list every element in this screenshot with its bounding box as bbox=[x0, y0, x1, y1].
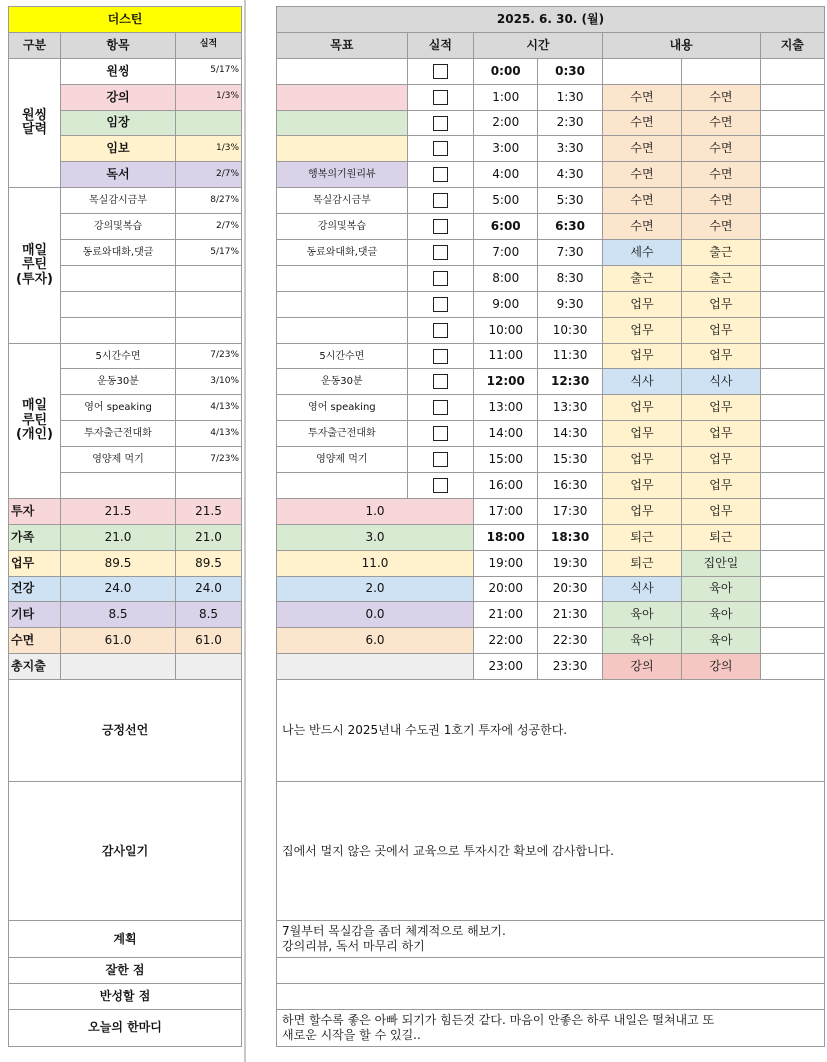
time-start: 9:00 bbox=[474, 291, 538, 317]
summary-label: 가족 bbox=[9, 524, 61, 550]
expense-cell[interactable] bbox=[760, 136, 824, 162]
checkbox[interactable] bbox=[433, 400, 448, 415]
item-name bbox=[61, 265, 176, 291]
activity-cell: 육아 bbox=[682, 576, 760, 602]
check-cell[interactable] bbox=[407, 188, 473, 214]
goal-cell: 동료와대화,댓글 bbox=[277, 240, 408, 266]
plan-text[interactable] bbox=[277, 921, 825, 958]
plan-line-2: 강의리뷰, 독서 마무리 하기 bbox=[282, 939, 425, 954]
item-name: 강의 bbox=[61, 84, 176, 110]
affirmation-label: 긍정선언 bbox=[9, 680, 242, 782]
plan-line-1: 7월부터 목실감을 좀더 체계적으로 해보기. bbox=[282, 924, 506, 939]
activity-cell: 식사 bbox=[602, 369, 681, 395]
sheet-title: 더스틴 bbox=[9, 7, 242, 33]
summary-value-total: 61.0 bbox=[176, 628, 242, 654]
time-start: 10:00 bbox=[474, 317, 538, 343]
category-hours: 11.0 bbox=[277, 550, 474, 576]
activity-cell: 수면 bbox=[682, 188, 760, 214]
item-name: 임장 bbox=[61, 110, 176, 136]
goal-cell bbox=[277, 291, 408, 317]
expense-cell[interactable] bbox=[760, 576, 824, 602]
check-cell[interactable] bbox=[407, 369, 473, 395]
item-result: 5/17% bbox=[176, 58, 242, 84]
activity-cell: 세수 bbox=[602, 240, 681, 266]
activity-cell: 업무 bbox=[682, 395, 760, 421]
goal-cell: 행복의기원리뷰 bbox=[277, 162, 408, 188]
goal-cell: 투자출근전대화 bbox=[277, 421, 408, 447]
time-start: 19:00 bbox=[474, 550, 538, 576]
item-name: 원씽 bbox=[61, 58, 176, 84]
item-name: 5시간수면 bbox=[61, 343, 176, 369]
activity-cell: 육아 bbox=[602, 602, 681, 628]
schedule-table bbox=[276, 6, 825, 1047]
check-cell[interactable] bbox=[407, 265, 473, 291]
activity-cell: 식사 bbox=[682, 369, 760, 395]
time-half: 16:30 bbox=[538, 473, 602, 499]
today-word-line-2: 새로운 시작을 할 수 있길.. bbox=[282, 1027, 421, 1042]
expense-cell[interactable] bbox=[760, 291, 824, 317]
activity-cell: 업무 bbox=[602, 421, 681, 447]
time-start: 0:00 bbox=[474, 58, 538, 84]
activity-cell: 육아 bbox=[602, 628, 681, 654]
activity-cell: 수면 bbox=[602, 188, 681, 214]
expense-cell[interactable] bbox=[760, 265, 824, 291]
item-result: 3/10% bbox=[176, 369, 242, 395]
activity-cell: 업무 bbox=[682, 421, 760, 447]
activity-cell: 수면 bbox=[682, 162, 760, 188]
expense-cell[interactable] bbox=[760, 447, 824, 473]
summary-value-total: 8.5 bbox=[176, 602, 242, 628]
header-result: 실적 bbox=[176, 32, 242, 58]
time-half: 18:30 bbox=[538, 524, 602, 550]
check-cell[interactable] bbox=[407, 473, 473, 499]
checkbox[interactable] bbox=[433, 141, 448, 156]
group-label: 원씽 달력 bbox=[9, 58, 61, 187]
summary-value-total: 21.5 bbox=[176, 498, 242, 524]
time-start: 5:00 bbox=[474, 188, 538, 214]
group-label: 매일 루틴 (개인) bbox=[9, 343, 61, 498]
time-start: 20:00 bbox=[474, 576, 538, 602]
item-name: 목실감시금부 bbox=[61, 188, 176, 214]
time-start: 23:00 bbox=[474, 654, 538, 680]
check-cell[interactable] bbox=[407, 214, 473, 240]
time-start: 13:00 bbox=[474, 395, 538, 421]
expense-cell[interactable] bbox=[760, 654, 824, 680]
expense-cell[interactable] bbox=[760, 628, 824, 654]
time-start: 14:00 bbox=[474, 421, 538, 447]
item-result: 1/3% bbox=[176, 84, 242, 110]
activity-cell: 수면 bbox=[682, 110, 760, 136]
date-header: 2025. 6. 30. (월) bbox=[277, 7, 825, 33]
item-result bbox=[176, 317, 242, 343]
activity-cell: 수면 bbox=[682, 136, 760, 162]
activity-cell: 수면 bbox=[682, 214, 760, 240]
activity-cell: 수면 bbox=[602, 136, 681, 162]
activity-cell bbox=[602, 58, 681, 84]
time-half: 19:30 bbox=[538, 550, 602, 576]
expense-cell[interactable] bbox=[760, 524, 824, 550]
check-cell[interactable] bbox=[407, 291, 473, 317]
summary-value: 21.0 bbox=[61, 524, 176, 550]
time-half: 5:30 bbox=[538, 188, 602, 214]
time-start: 6:00 bbox=[474, 214, 538, 240]
time-half: 11:30 bbox=[538, 343, 602, 369]
expense-cell[interactable] bbox=[760, 84, 824, 110]
group-label: 매일 루틴 (투자) bbox=[9, 188, 61, 343]
item-result bbox=[176, 110, 242, 136]
time-half: 9:30 bbox=[538, 291, 602, 317]
summary-value: 8.5 bbox=[61, 602, 176, 628]
today-word-text[interactable] bbox=[277, 1009, 825, 1046]
time-start: 2:00 bbox=[474, 110, 538, 136]
item-name: 강의및복습 bbox=[61, 214, 176, 240]
expense-cell[interactable] bbox=[760, 317, 824, 343]
category-hours: 6.0 bbox=[277, 628, 474, 654]
item-result: 2/7% bbox=[176, 162, 242, 188]
header-category: 구분 bbox=[9, 32, 61, 58]
activity-cell: 퇴근 bbox=[682, 524, 760, 550]
activity-cell: 업무 bbox=[682, 291, 760, 317]
time-half: 12:30 bbox=[538, 369, 602, 395]
column-divider bbox=[244, 0, 246, 1062]
time-half: 13:30 bbox=[538, 395, 602, 421]
activity-cell: 퇴근 bbox=[602, 550, 681, 576]
check-cell[interactable] bbox=[407, 395, 473, 421]
activity-cell: 육아 bbox=[682, 602, 760, 628]
checkbox[interactable] bbox=[433, 478, 448, 493]
time-half: 14:30 bbox=[538, 421, 602, 447]
goal-cell: 5시간수면 bbox=[277, 343, 408, 369]
expense-cell[interactable] bbox=[760, 58, 824, 84]
category-hours: 2.0 bbox=[277, 576, 474, 602]
well-done-text[interactable] bbox=[277, 958, 825, 984]
item-result: 7/23% bbox=[176, 447, 242, 473]
summary-label: 총지출 bbox=[9, 654, 61, 680]
item-result bbox=[176, 473, 242, 499]
checkbox[interactable] bbox=[433, 245, 448, 260]
goal-cell: 영어 speaking bbox=[277, 395, 408, 421]
gratitude-text[interactable] bbox=[277, 782, 825, 921]
checkbox[interactable] bbox=[433, 219, 448, 234]
summary-table bbox=[8, 6, 242, 1047]
time-half: 0:30 bbox=[538, 58, 602, 84]
item-result: 2/7% bbox=[176, 214, 242, 240]
time-start: 1:00 bbox=[474, 84, 538, 110]
header-time: 시간 bbox=[474, 32, 603, 58]
checkbox[interactable] bbox=[433, 116, 448, 131]
time-start: 11:00 bbox=[474, 343, 538, 369]
gratitude-label: 감사일기 bbox=[9, 782, 242, 921]
item-result: 8/27% bbox=[176, 188, 242, 214]
activity-cell: 업무 bbox=[602, 395, 681, 421]
affirmation-value: 나는 반드시 2025년내 수도권 1호기 투자에 성공한다. bbox=[282, 723, 568, 738]
checkbox[interactable] bbox=[433, 167, 448, 182]
expense-cell[interactable] bbox=[760, 395, 824, 421]
time-half: 21:30 bbox=[538, 602, 602, 628]
time-half: 10:30 bbox=[538, 317, 602, 343]
time-start: 16:00 bbox=[474, 473, 538, 499]
summary-value-total: 24.0 bbox=[176, 576, 242, 602]
activity-cell: 퇴근 bbox=[602, 524, 681, 550]
activity-cell: 강의 bbox=[602, 654, 681, 680]
check-cell[interactable] bbox=[407, 343, 473, 369]
today-word-label: 오늘의 한마디 bbox=[9, 1009, 242, 1046]
header-check: 실적 bbox=[407, 32, 473, 58]
activity-cell: 업무 bbox=[682, 317, 760, 343]
activity-cell: 업무 bbox=[602, 317, 681, 343]
summary-value bbox=[61, 654, 176, 680]
item-name: 동료와대화,댓글 bbox=[61, 240, 176, 266]
item-result: 4/13% bbox=[176, 421, 242, 447]
expense-cell[interactable] bbox=[760, 473, 824, 499]
summary-value: 61.0 bbox=[61, 628, 176, 654]
summary-label: 기타 bbox=[9, 602, 61, 628]
time-start: 17:00 bbox=[474, 498, 538, 524]
checkbox[interactable] bbox=[433, 349, 448, 364]
activity-cell bbox=[682, 58, 760, 84]
time-half: 20:30 bbox=[538, 576, 602, 602]
summary-value-total: 21.0 bbox=[176, 524, 242, 550]
checkbox[interactable] bbox=[433, 193, 448, 208]
summary-label: 업무 bbox=[9, 550, 61, 576]
time-half: 22:30 bbox=[538, 628, 602, 654]
item-result: 4/13% bbox=[176, 395, 242, 421]
activity-cell: 업무 bbox=[602, 473, 681, 499]
item-result bbox=[176, 291, 242, 317]
time-start: 7:00 bbox=[474, 240, 538, 266]
goal-cell bbox=[277, 84, 408, 110]
checkbox[interactable] bbox=[433, 374, 448, 389]
expense-cell[interactable] bbox=[760, 550, 824, 576]
time-half: 6:30 bbox=[538, 214, 602, 240]
activity-cell: 식사 bbox=[602, 576, 681, 602]
item-name bbox=[61, 473, 176, 499]
expense-cell[interactable] bbox=[760, 343, 824, 369]
time-start: 8:00 bbox=[474, 265, 538, 291]
checkbox[interactable] bbox=[433, 271, 448, 286]
check-cell[interactable] bbox=[407, 421, 473, 447]
item-name: 독서 bbox=[61, 162, 176, 188]
goal-cell: 영양제 먹기 bbox=[277, 447, 408, 473]
time-half: 17:30 bbox=[538, 498, 602, 524]
expense-cell[interactable] bbox=[760, 421, 824, 447]
summary-value: 89.5 bbox=[61, 550, 176, 576]
check-cell[interactable] bbox=[407, 317, 473, 343]
item-name: 임보 bbox=[61, 136, 176, 162]
goal-cell: 목실감시금부 bbox=[277, 188, 408, 214]
gratitude-value: 집에서 멀지 않은 곳에서 교육으로 투자시간 확보에 감사합니다. bbox=[282, 843, 614, 858]
time-start: 4:00 bbox=[474, 162, 538, 188]
time-start: 18:00 bbox=[474, 524, 538, 550]
summary-label: 수면 bbox=[9, 628, 61, 654]
activity-cell: 업무 bbox=[682, 498, 760, 524]
activity-cell: 출근 bbox=[682, 265, 760, 291]
item-name: 투자출근전대화 bbox=[61, 421, 176, 447]
goal-cell bbox=[277, 317, 408, 343]
goal-cell bbox=[277, 136, 408, 162]
activity-cell: 업무 bbox=[682, 447, 760, 473]
item-result: 5/17% bbox=[176, 240, 242, 266]
time-half: 1:30 bbox=[538, 84, 602, 110]
item-result: 7/23% bbox=[176, 343, 242, 369]
header-expense: 지출 bbox=[760, 32, 824, 58]
activity-cell: 업무 bbox=[682, 343, 760, 369]
expense-cell[interactable] bbox=[760, 498, 824, 524]
time-start: 21:00 bbox=[474, 602, 538, 628]
header-goal: 목표 bbox=[277, 32, 408, 58]
expense-cell[interactable] bbox=[760, 240, 824, 266]
activity-cell: 수면 bbox=[602, 214, 681, 240]
header-content: 내용 bbox=[602, 32, 760, 58]
affirmation-text[interactable] bbox=[277, 680, 825, 782]
category-hours bbox=[277, 654, 474, 680]
time-half: 23:30 bbox=[538, 654, 602, 680]
check-cell[interactable] bbox=[407, 58, 473, 84]
goal-cell bbox=[277, 265, 408, 291]
expense-cell[interactable] bbox=[760, 369, 824, 395]
goal-cell bbox=[277, 110, 408, 136]
item-result: 1/3% bbox=[176, 136, 242, 162]
time-half: 15:30 bbox=[538, 447, 602, 473]
time-start: 15:00 bbox=[474, 447, 538, 473]
check-cell[interactable] bbox=[407, 110, 473, 136]
time-half: 8:30 bbox=[538, 265, 602, 291]
goal-cell: 운동30분 bbox=[277, 369, 408, 395]
activity-cell: 업무 bbox=[602, 498, 681, 524]
summary-label: 건강 bbox=[9, 576, 61, 602]
expense-cell[interactable] bbox=[760, 110, 824, 136]
expense-cell[interactable] bbox=[760, 162, 824, 188]
time-half: 4:30 bbox=[538, 162, 602, 188]
category-hours: 3.0 bbox=[277, 524, 474, 550]
reflect-text[interactable] bbox=[277, 984, 825, 1010]
activity-cell: 집안일 bbox=[682, 550, 760, 576]
time-half: 3:30 bbox=[538, 136, 602, 162]
item-name bbox=[61, 317, 176, 343]
activity-cell: 업무 bbox=[602, 447, 681, 473]
time-start: 12:00 bbox=[474, 369, 538, 395]
checkbox[interactable] bbox=[433, 297, 448, 312]
check-cell[interactable] bbox=[407, 84, 473, 110]
activity-cell: 수면 bbox=[602, 162, 681, 188]
time-half: 7:30 bbox=[538, 240, 602, 266]
time-start: 3:00 bbox=[474, 136, 538, 162]
summary-value-total: 89.5 bbox=[176, 550, 242, 576]
activity-cell: 출근 bbox=[602, 265, 681, 291]
item-name: 영양제 먹기 bbox=[61, 447, 176, 473]
category-hours: 0.0 bbox=[277, 602, 474, 628]
expense-cell[interactable] bbox=[760, 214, 824, 240]
check-cell[interactable] bbox=[407, 447, 473, 473]
checkbox[interactable] bbox=[433, 323, 448, 338]
expense-cell[interactable] bbox=[760, 188, 824, 214]
check-cell[interactable] bbox=[407, 136, 473, 162]
time-start: 22:00 bbox=[474, 628, 538, 654]
summary-value-total bbox=[176, 654, 242, 680]
plan-label: 계획 bbox=[9, 921, 242, 958]
activity-cell: 강의 bbox=[682, 654, 760, 680]
well-done-label: 잘한 점 bbox=[9, 958, 242, 984]
goal-cell bbox=[277, 58, 408, 84]
goal-cell: 강의및복습 bbox=[277, 214, 408, 240]
item-name: 운동30분 bbox=[61, 369, 176, 395]
item-result bbox=[176, 265, 242, 291]
item-name bbox=[61, 291, 176, 317]
today-word-line-1: 하면 할수록 좋은 아빠 되기가 힘든것 같다. 마음이 안좋은 하루 내일은 떨쳐내고 또 bbox=[282, 1012, 715, 1027]
reflect-label: 반성할 점 bbox=[9, 984, 242, 1010]
activity-cell: 업무 bbox=[602, 343, 681, 369]
time-half: 2:30 bbox=[538, 110, 602, 136]
activity-cell: 업무 bbox=[602, 291, 681, 317]
activity-cell: 수면 bbox=[602, 84, 681, 110]
summary-value: 21.5 bbox=[61, 498, 176, 524]
checkbox[interactable] bbox=[433, 452, 448, 467]
expense-cell[interactable] bbox=[760, 602, 824, 628]
item-name: 영어 speaking bbox=[61, 395, 176, 421]
activity-cell: 수면 bbox=[682, 84, 760, 110]
goal-cell bbox=[277, 473, 408, 499]
summary-label: 투자 bbox=[9, 498, 61, 524]
header-item: 항목 bbox=[61, 32, 176, 58]
check-cell[interactable] bbox=[407, 162, 473, 188]
checkbox[interactable] bbox=[433, 64, 448, 79]
activity-cell: 업무 bbox=[682, 473, 760, 499]
checkbox[interactable] bbox=[433, 426, 448, 441]
activity-cell: 출근 bbox=[682, 240, 760, 266]
activity-cell: 육아 bbox=[682, 628, 760, 654]
activity-cell: 수면 bbox=[602, 110, 681, 136]
check-cell[interactable] bbox=[407, 240, 473, 266]
category-hours: 1.0 bbox=[277, 498, 474, 524]
checkbox[interactable] bbox=[433, 90, 448, 105]
summary-value: 24.0 bbox=[61, 576, 176, 602]
